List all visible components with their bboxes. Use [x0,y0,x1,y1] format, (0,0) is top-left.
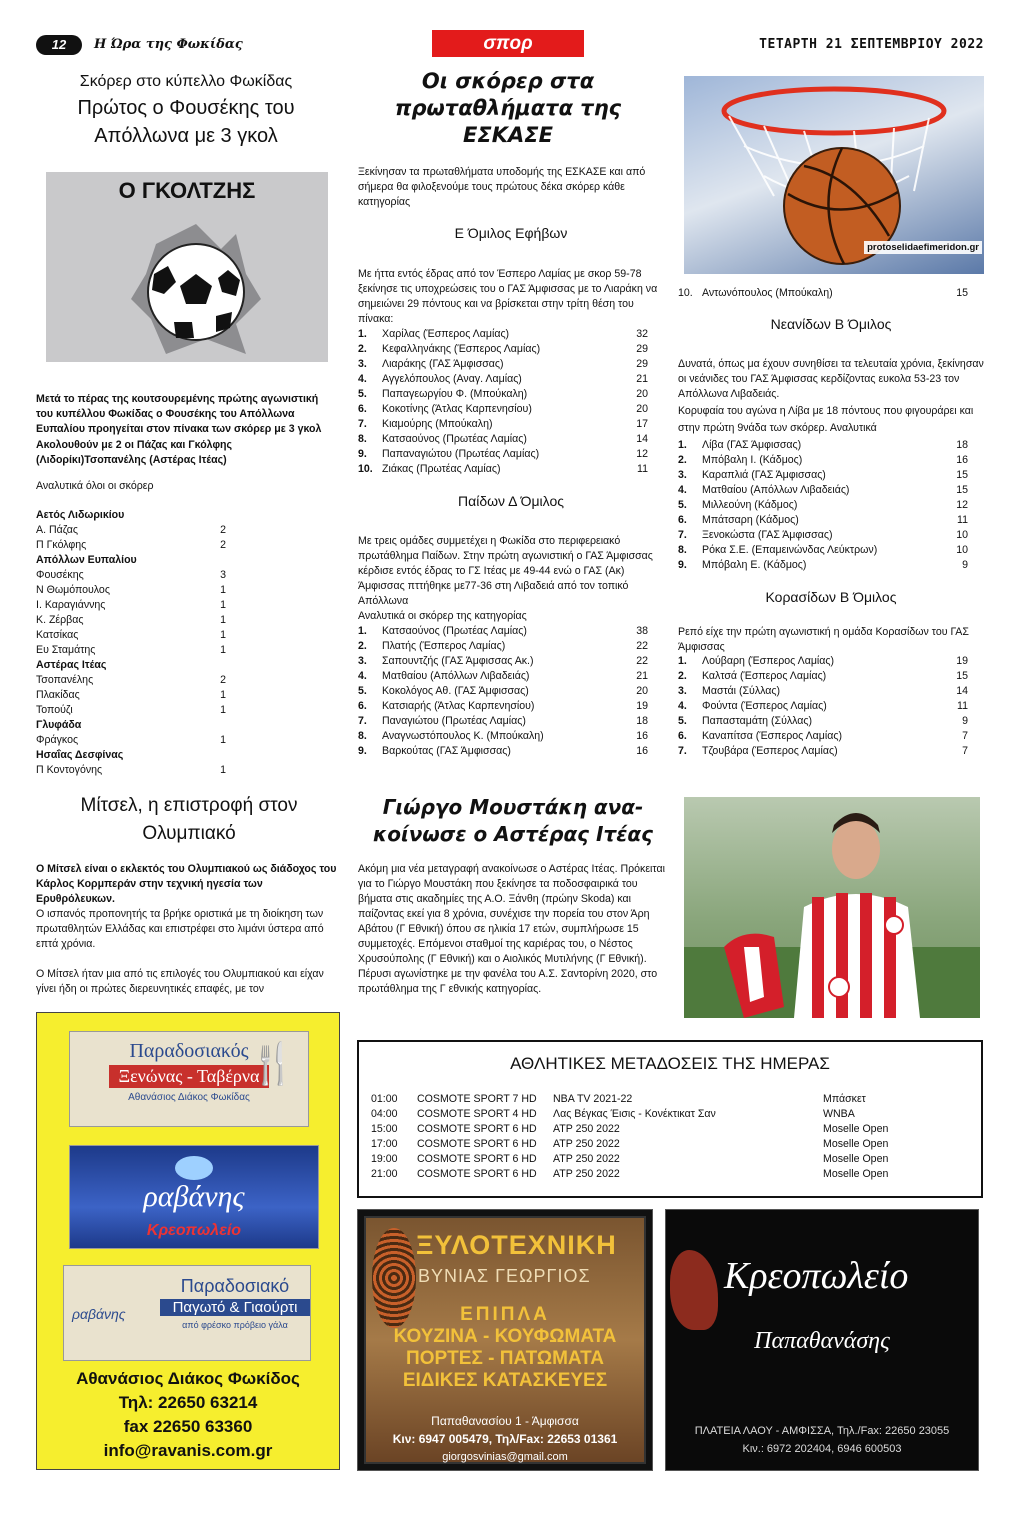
cup-scorer-row: Ν Θωμόπουλος 1 [36,584,226,596]
issue-date: ΤΕΤΑΡΤΗ 21 ΣΕΠΤΕΜΒΡΙΟΥ 2022 [759,37,984,52]
scorer-row: 3. Καραπλιά (ΓΑΣ Άμφισσας) 15 [678,469,968,481]
ravanis-ad-tavern: Παραδοσιακός Ξενώνας - Ταβέρνα Αθανάσιος Διάκος Φωκίδας 🍴 [69,1031,309,1127]
mitsel-title-1: Μίτσελ, η επιστροφή στον [80,795,298,816]
youth-text-2: Κορυφαία του αγώνα η Λίβα με 18 πόντους που φιγουράρει και στην πρώτη 9νάδα των σκόρερ. Αναλυτικά [678,405,974,434]
scorer-row: 9. Μπόβαλη Ε. (Κάδμος) 9 [678,559,968,571]
tv-row: 21:00 COSMOTE SPORT 6 HD ATP 250 2022 Moselle Open [371,1168,889,1180]
watermark: protoselidaefimeridon.gr [864,241,982,254]
cup-scorer-row: Ευ Σταμάτης 1 [36,644,226,656]
ephebes-title: Ε Όμιλος Εφήβων [454,225,568,241]
goal-image-caption: Ο ΓΚΟΛΤΖΗΣ [118,178,256,203]
fork-knife-icon: 🍴 [248,1042,298,1086]
scorer-row: 7. Ξενοκώστα (ΓΑΣ Άμφισσας) 10 [678,529,968,541]
scorer-row: 3. Σαπουντζής (ΓΑΣ Άμφισσας Ακ.) 22 [358,655,648,667]
scorer-row: 1. Λίβα (ΓΑΣ Άμφισσας) 18 [678,439,968,451]
ravanis-logo-icon [175,1156,213,1180]
scorer-row: 2. Πλατής (Έσπερος Λαμίας) 22 [358,640,648,652]
ravanis-ad [36,1012,340,1470]
cup-scorer-row: Α. Πάζας 2 [36,524,226,536]
paper-name: Η Ώρα της Φωκίδας [94,37,243,52]
scorer-row: 2. Μπόβαλη Ι. (Κάδμος) 16 [678,454,968,466]
scorer-row: 1. Χαρίλας (Έσπερος Λαμίας) 32 [358,328,648,340]
scorer-row: 6. Καναπίτσα (Έσπερος Λαμίας) 7 [678,730,968,742]
cup-team-name: Ησαΐας Δεσφίνας [36,749,124,761]
tv-row: 04:00 COSMOTE SPORT 4 HD Λας Βέγκας Έισις - Κονέκτικατ Σαν WNBA [371,1108,855,1120]
girls-list [678,654,968,759]
soccer-ball-icon [46,204,328,362]
mitsel-p1: Ο ισπανός προπονητής τα βρήκε οριστικά με τη διοίκηση των πρωταθλητών Ελλάδας και επιστρέφει στο λιμάνι ύστερα από επτά χρόνια. [36,908,324,950]
tv-row: 17:00 COSMOTE SPORT 6 HD ATP 250 2022 Moselle Open [371,1138,889,1150]
goal-image [46,172,328,362]
scorer-row: 6. Μπάτσαρη (Κάδμος) 11 [678,514,968,526]
tv-row: 01:00 COSMOTE SPORT 7 HD NBA TV 2021-22 Μπάσκετ [371,1093,866,1105]
horse-icon [670,1250,718,1330]
cup-scorer-row: Π Γκόλφης 2 [36,539,226,551]
youth-text: Δυνατά, όπως μα έχουν συνηθίσει τα τελευταία χρόνια, ξεκίνησαν οι νεάνιδες του ΓΑΣ Άμφισσας κερδίζοντας ευκολα 53-23 τον Απόλλωνα Λιβαδειάς. [678,358,984,400]
cup-intro: Μετά το πέρας της κουτσουρεμένης πρώτης αγωνιστική του κυπέλλου Φωκίδας ο Φουσέκης του Απόλλωνα Ευπαλίου προηγείται στον πίνακα των σκόρερ με 3 γκολ Ακολουθούν με 2 οι Πάζας και Γκόλφης (Λιδορίκι)Τσοπανέλης (Αστέρας Ιτέας) [36,393,322,466]
scorer-row: 10. Ζιάκας (Πρωτέας Λαμίας) 11 [358,463,648,475]
cup-team-name: Γλυφάδα [36,719,82,731]
girls-title: Κορασίδων Β Όμιλος [765,589,897,605]
scorer-row: 2. Κεφαλληνάκης (Έσπερος Λαμίας) 29 [358,343,648,355]
girls-text: Ρεπό είχε την πρώτη αγωνιστική η ομάδα Κορασίδων του ΓΑΣ Άμφισσας [678,626,969,653]
boys-title: Παίδων Δ Όμιλος [458,493,564,509]
cup-team-name: Αετός Λιδωρικίου [36,509,125,521]
scorer-row: 2. Καλτσά (Έσπερος Λαμίας) 15 [678,670,968,682]
cup-scorer-row: Πλακίδας 1 [36,689,226,701]
moustakis-title-1: Γιώργο Μουστάκη ανα- [382,795,644,819]
scorer-row: 4. Ματθαίου (Απόλλων Λιβαδειάς) 21 [358,670,648,682]
scorer-row: 3. Λιαράκης (ΓΑΣ Άμφισσας) 29 [358,358,648,370]
ravanis-ad-butcher: ραβάνης Κρεοπωλείο [69,1145,319,1249]
ephebes-text: Με ήττα εντός έδρας από τον Έσπερο Λαμίας με σκορ 59-78 ξεκίνησε τις υποχρεώσεις του ο ΓΑΣ Άμφισσας με το Λιαράκη να σημειώνει 29 πόντους και να βρίσκεται στην τρίτη θέση του πίνακα: [358,268,658,325]
scorer-row: 3. Μαστάι (Σύλλας) 14 [678,685,968,697]
scorer-row: 8. Κατσαούνος (Πρωτέας Λαμίας) 14 [358,433,648,445]
mitsel-lead: Ο Μίτσελ είναι ο εκλεκτός του Ολυμπιακού ως διάδοχος του Κάρλος Κορμπεράν στην τεχνική ηγεσία των Ερυθρόλευκων. [36,863,337,905]
cup-scorer-row: Τσοπανέλης 2 [36,674,226,686]
page-number-badge: 12 [36,35,82,55]
tv-title: ΑΘΛΗΤΙΚΕΣ ΜΕΤΑΔΟΣΕΙΣ ΤΗΣ ΗΜΕΡΑΣ [510,1054,830,1073]
ravanis-email: info@ravanis.com.gr [103,1441,273,1460]
ravanis-phone: Τηλ: 22650 63214 [118,1393,258,1412]
ephebes-list [358,327,648,477]
tv-rows [371,1092,971,1182]
boys-text: Με τρεις ομάδες συμμετέχει η Φωκίδα στο περιφερειακό πρωτάθλημα Παίδων. Στην πρώτη αγωνιστική ο ΓΑΣ Άμφισσας κέρδισε εντός έδρας το ΓΣ Ιτέας με 49-44 ενώ ο ΓΑΣ (Ακ) Άμφισσας πττήθηκε με77-36 στη Λιβαδειά από τον τοπικό Απόλλωνα [358,535,653,607]
mitsel-p2: Ο Μίτσελ ήταν μια από τις επιλογές του Ολυμπιακού και είχαν γίνει ήδη οι πρώτες διερευνητικές επαφές, με τον [36,968,324,995]
eskase-title-1: Οι σκόρερ στα [421,69,595,93]
cup-scorer-row: Ι. Καραγιάννης 1 [36,599,226,611]
scorer-row: 7. Κιαμούρης (Μπούκαλη) 17 [358,418,648,430]
ravanis-address: Αθανάσιος Διάκος Φωκίδος [76,1369,300,1388]
tv-row: 19:00 COSMOTE SPORT 6 HD ATP 250 2022 Moselle Open [371,1153,889,1165]
cup-scorer-row: Κ. Ζέρβας 1 [36,614,226,626]
cup-scorers [36,508,226,778]
cup-team-name: Απόλλων Ευπαλίου [36,554,137,566]
youth-list [678,438,968,573]
cup-scorer-row: Φράγκος 1 [36,734,226,746]
scorer-row: 7. Τζουβάρα (Έσπερος Λαμίας) 7 [678,745,968,757]
cup-team-name: Αστέρας Ιτέας [36,659,107,671]
eskase-title-3: ΕΣΚΑΣΕ [463,123,553,147]
scorer-row: 1. Κατσαούνος (Πρωτέας Λαμίας) 38 [358,625,648,637]
scorer-row: 4. Φούντα (Έσπερος Λαμίας) 11 [678,700,968,712]
boys-list [358,624,648,759]
youth-title: Νεανίδων Β Όμιλος [770,316,892,332]
scorer-row: 8. Αναγνωστόπουλος Κ. (Μπούκαλη) 16 [358,730,648,742]
scorer-row: 5. Παπασταμάτη (Σύλλας) 9 [678,715,968,727]
mitsel-title-2: Ολυμπιακό [142,823,236,844]
section-badge: σπορ [432,30,584,57]
player-photo [684,797,980,1018]
scorer-row: 5. Παπαγεωργίου Φ. (Μπούκαλη) 20 [358,388,648,400]
tv-box [357,1040,983,1198]
cup-kicker: Σκόρερ στο κύπελλο Φωκίδας [79,73,293,90]
cup-title-1: Πρώτος ο Φουσέκης του [77,97,295,119]
cup-scorer-row: Κατσίκας 1 [36,629,226,641]
scorer-row: 4. Ματθαίου (Απόλλων Λιβαδειάς) 15 [678,484,968,496]
scorer-row: 5. Κοκολόγος Αθ. (ΓΑΣ Άμφισσας) 20 [358,685,648,697]
ravanis-fax: fax 22650 63360 [123,1417,253,1436]
scorer-row: 9. Βαρκούτας (ΓΑΣ Άμφισσας) 16 [358,745,648,757]
scorer-row: 1. Λούβαρη (Έσπερος Λαμίας) 19 [678,655,968,667]
cup-scorer-row: Τοπούζι 1 [36,704,226,716]
scorer-row: 8. Ρόκα Σ.Ε. (Επαμεινώνδας Λεύκτρων) 10 [678,544,968,556]
cup-all-label: Αναλυτικά όλοι οι σκόρερ [36,480,154,492]
cup-scorer-row: Φουσέκης 3 [36,569,226,581]
scorer-row: 7. Παναγιώτου (Πρωτέας Λαμίας) 18 [358,715,648,727]
cup-scorer-row: Π Κοντογόνης 1 [36,764,226,776]
cup-title-2: Απόλλωνα με 3 γκολ [94,125,278,147]
boys-sub: Αναλυτικά οι σκόρερ της κατηγορίας [358,610,527,622]
eskase-title-2: πρωταθλήματα της [394,96,622,120]
scorer-row: 9. Παπαναγιώτου (Πρωτέας Λαμίας) 12 [358,448,648,460]
scorer-row: 5. Μιλλεούνη (Κάδμος) 12 [678,499,968,511]
scorer-row: 4. Αγγελόπουλος (Αναγ. Λαμίας) 21 [358,373,648,385]
eskase-intro: Ξεκίνησαν τα πρωταθλήματα υποδομής της ΕΣΚΑΣΕ και από σήμερα θα φιλοξενούμε τους πρώτους δέκα σκόρερ κάθε κατηγορίας [358,166,646,208]
basketball-photo [684,76,984,274]
moustakis-title-2: κοίνωσε ο Αστέρας Ιτέας [373,822,653,846]
ephebes-10th: 10. Αντωνόπουλος (Μπούκαλη) 15 [678,287,968,299]
scorer-row: 6. Κατσιαρής (Άτλας Καρπενησίου) 19 [358,700,648,712]
ravanis-ad-icecream: ραβάνης Παραδοσιακό Παγωτό & Γιαούρτι από φρέσκο πρόβειο γάλα [63,1265,311,1361]
xylo-ad: ΞΥΛΟΤΕΧΝΙΚΗ ΒΥΝΙΑΣ ΓΕΩΡΓΙΟΣ ΕΠΙΠΛΑ ΚΟΥΖΙΝΑ - ΚΟΥΦΩΜΑΤΑ ΠΟΡΤΕΣ - ΠΑΤΩΜΑΤΑ ΕΙΔΙΚΕΣ ΚΑΤΑΣΚΕΥΕΣ Παπαθανασίου 1 - Άμφισσα Κιν: 6947 005479, Τηλ/Fax: 22653 01361 giorgosvinias@gmail.com [357,1209,653,1471]
scorer-row: 6. Κοκοτίνης (Άτλας Καρπενησίου) 20 [358,403,648,415]
player-icon [684,797,980,1018]
moustakis-text: Ακόμη μια νέα μεταγραφή ανακοίνωσε ο Αστέρας Ιτέας. Πρόκειται για το Γιώργο Μουστάκη που ξεκίνησε τα ποδοσφαιρικά του βήματα στις ακαδημίες της Α.Ο. Ξάνθη (πρώην Skoda) και παίζοντας εκεί για 8 χρόνια, συνέχισε την πορεία του στον Άρη Αβάτου (Γ Εθνική) όπου σε ηλικία 17 ετών, συμπλήρωσε 15 συμμετοχές. Επόμενοι σταθμοί της καριέρας του, ο Νέστος Χρυσούπολης (Γ Εθνική) και ο Αιολικός Μυτιλήνης (Γ Εθνική). Πέρυσι αγωνίστηκε με την φανέλα του Α.Σ. Σαντορίνη 2020, στο πρωτάθλημα της Γ εθνικής κατηγορίας. [358,863,665,995]
kreo-ad: Κρεοπωλείο Παπαθανάσης ΠΛΑΤΕΙΑ ΛΑΟΥ - ΑΜΦΙΣΣΑ, Τηλ./Fax: 22650 23055 Κιν.: 6972 202404, 6946 600503 [665,1209,979,1471]
tv-row: 15:00 COSMOTE SPORT 6 HD ATP 250 2022 Moselle Open [371,1123,889,1135]
